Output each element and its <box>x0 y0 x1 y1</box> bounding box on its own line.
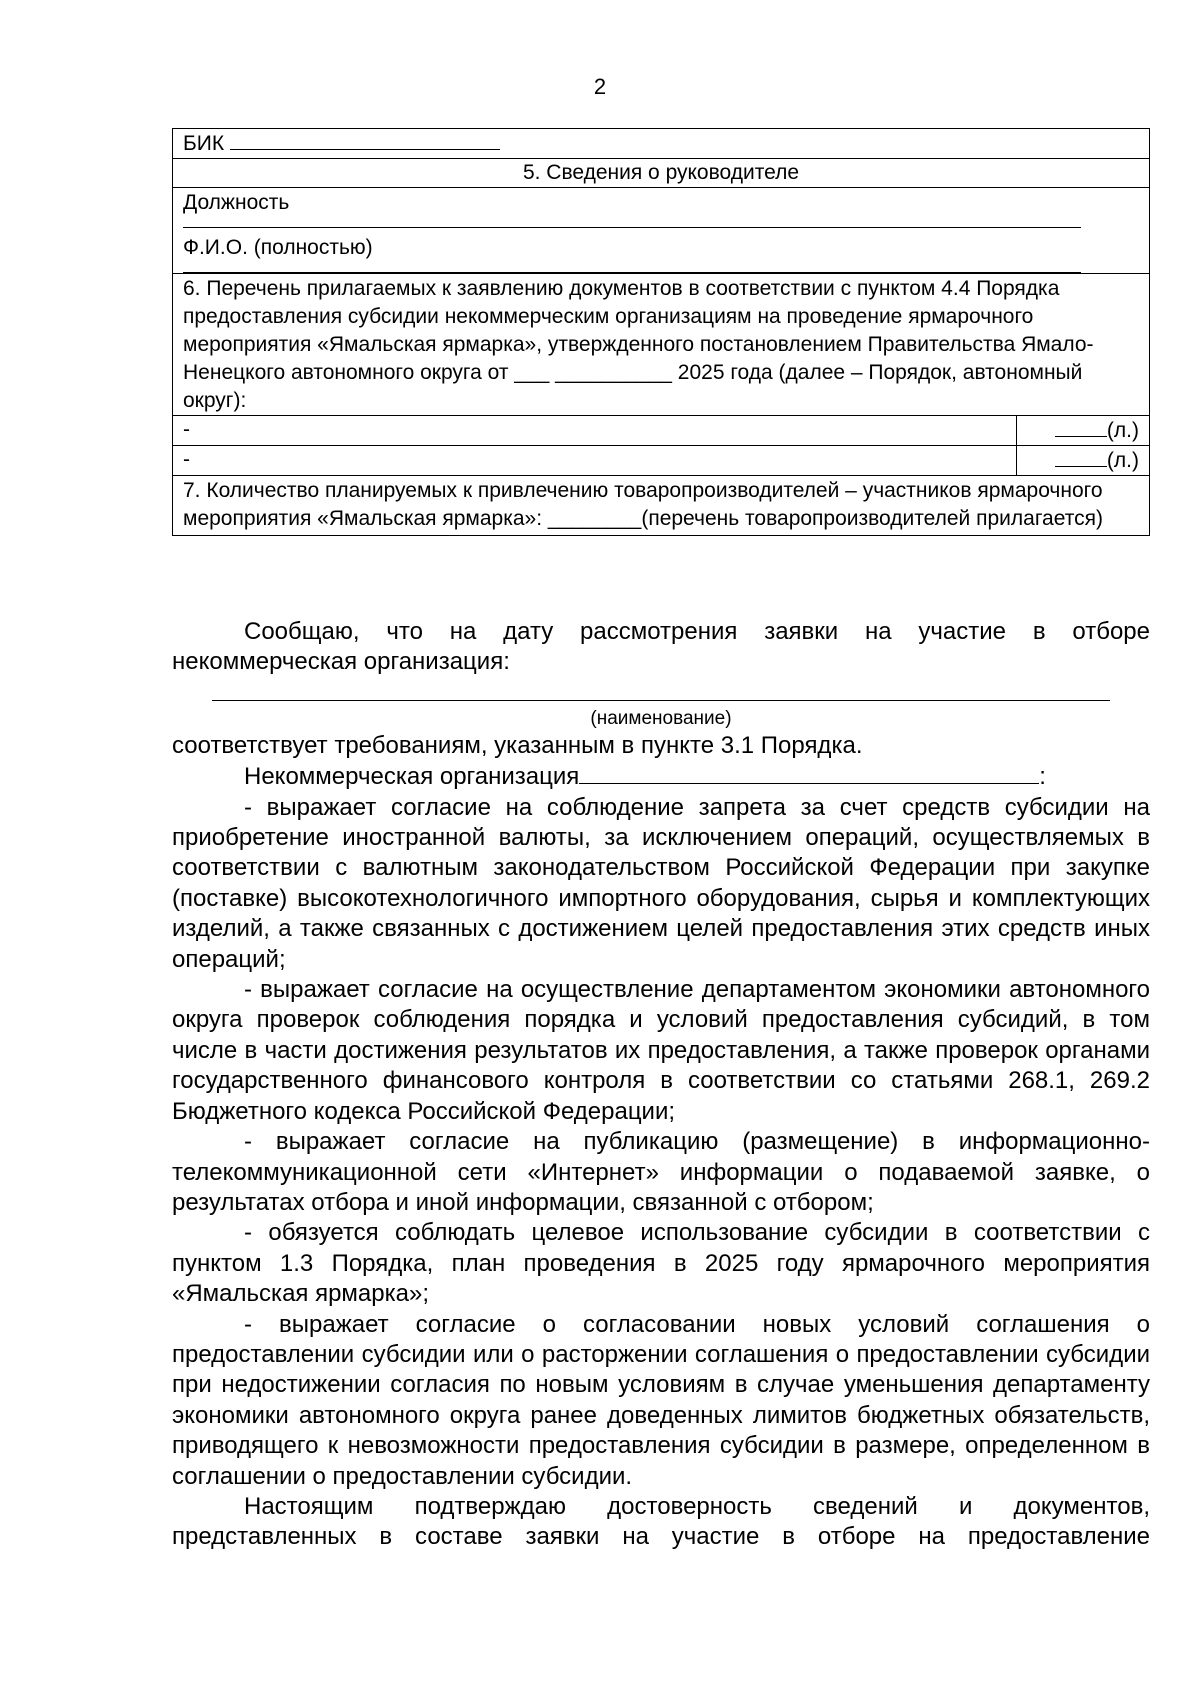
org-paragraph <box>172 761 1150 792</box>
consent-item-2: - выражает согласие на осуществление департаментом экономики автономного округа проверок соблюдения порядка и условий предоставления субсидий, в том числе в части достижения результатов их предоставления, а также проверок органами государственного финансового контроля в соответствии со статьями 268.1, 269.2 Бюджетного кодекса Российской Федерации; <box>172 976 1150 1125</box>
org-name-field[interactable] <box>579 761 1039 784</box>
consent-item-5: - выражает согласие о согласовании новых условий соглашения о предоставлении субсидии или о расторжении соглашения о предоставлении субсидии при недостижении согласия по новым условиям в случае уменьшения департаменту экономики автономного округа ранее доведенных лимитов бюджетных обязательств, приводящего к невозможности предоставления субсидии в размере, определенном в соглашении о предоставлении субсидии. <box>172 1310 1150 1490</box>
declaration-body <box>172 617 1150 1553</box>
page-count-unit-1: (л.) <box>1106 419 1139 442</box>
document-row-1 <box>173 416 1150 446</box>
director-info-row <box>173 188 1150 274</box>
section6-text: 6. Перечень прилагаемых к заявлению документов в соответствии с пунктом 4.4 Порядка предоставления субсидии некоммерческим организациям на проведение ярмарочного мероприятия «Ямальская ярмарка», утвержденного постановлением Правительства Ямало-Ненецкого автономного округа от ___ __________ 2025 года (далее – Порядок, автономный округ): <box>173 274 1150 416</box>
document-name-cell-2[interactable]: - <box>173 446 1017 476</box>
page-number: 2 <box>593 74 607 99</box>
section7-row <box>173 476 1150 536</box>
bik-row <box>173 129 1150 159</box>
section5-title-row <box>173 159 1150 188</box>
consent-item-3: - выражает согласие на публикацию (размещение) в информационно-телекоммуникационной сети «Интернет» информации о подаваемой заявке, о результатах отбора и иной информации, связанной с отбором; <box>172 1128 1150 1216</box>
application-form-table <box>172 128 1150 536</box>
page-count-field-1[interactable] <box>1055 416 1107 437</box>
section7-text: 7. Количество планируемых к привлечению товаропроизводителей – участников ярмарочного мероприятия «Ямальская ярмарка»: ________(перечень товаропроизводителей прилагается) <box>173 476 1150 536</box>
consent-item-1: - выражает согласие на соблюдение запрета за счет средств субсидии на приобретение иностранной валюты, за исключением операций, осуществляемых в соответствии с валютным законодательством Российской Федерации при закупке (поставке) высокотехнологичного импортного оборудования, сырья и комплектующих изделий, а также связанных с достижением целей предоставления этих средств иных операций; <box>172 793 1150 973</box>
closing-paragraph: Настоящим подтверждаю достоверность сведений и документов, представленных в составе заявки на участие в отборе на предоставление <box>172 1492 1150 1551</box>
page-count-field-2[interactable] <box>1055 446 1107 467</box>
intro-paragraph: Сообщаю, что на дату рассмотрения заявки на участие в отборе некоммерческая организация: <box>172 618 1150 676</box>
document-name-cell-1[interactable]: - <box>173 416 1017 446</box>
section5-title: 5. Сведения о руководителе <box>173 159 1150 188</box>
consent-item-4: - обязуется соблюдать целевое использование субсидии в соответствии с пунктом 1.3 Порядка, план проведения в 2025 году ярмарочного мероприятия «Ямальская ярмарка»; <box>172 1219 1150 1308</box>
position-label: Должность <box>183 191 290 214</box>
org-colon: : <box>1039 763 1046 791</box>
org-label: Некоммерческая организация <box>244 763 580 791</box>
page-count-unit-2: (л.) <box>1106 449 1139 472</box>
organization-name-field[interactable] <box>212 692 1110 701</box>
organization-name-caption: (наименование) <box>590 707 732 729</box>
bik-field[interactable] <box>230 129 500 150</box>
organization-name-block <box>172 692 1150 731</box>
document-row-2 <box>173 446 1150 476</box>
section6-row <box>173 274 1150 416</box>
complies-paragraph: соответствует требованиям, указанным в пункте 3.1 Порядка. <box>172 731 863 759</box>
bik-label: БИК <box>183 132 225 155</box>
fio-label: Ф.И.О. (полностью) <box>183 236 373 259</box>
